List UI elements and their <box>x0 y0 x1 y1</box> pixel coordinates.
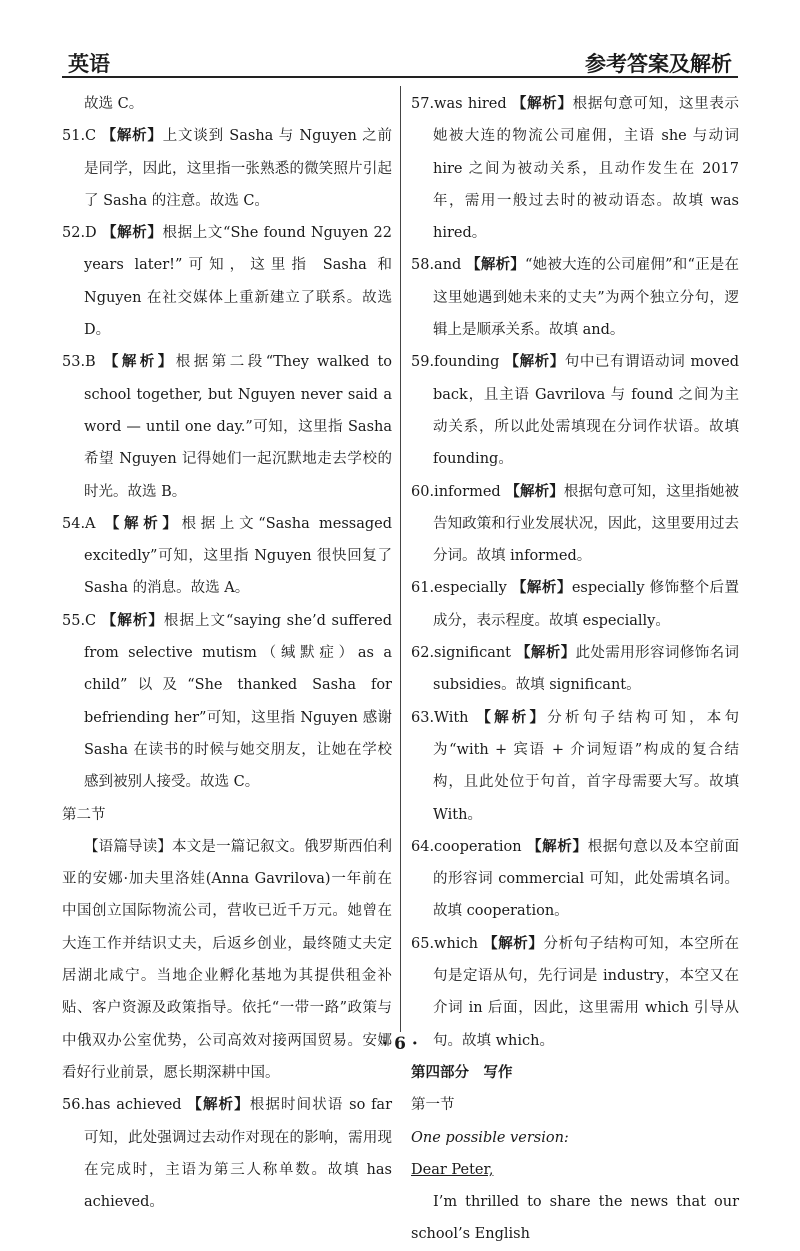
analysis-tag: 【解析】 <box>101 224 163 242</box>
answer-number: 62.significant <box>411 645 511 662</box>
section-title: 第二节 <box>62 806 106 823</box>
answer-item-63 <box>411 702 739 831</box>
answer-number: 55.C <box>62 612 97 629</box>
answer-number: 56.has achieved <box>62 1097 182 1114</box>
answer-text: especially 修饰整个后置成分，表示程度。故填 especially。 <box>433 580 740 629</box>
analysis-tag: 【解析】 <box>516 644 576 662</box>
answer-text: 根据句意可知，这里指她被告知政策和行业发展状况，因此，这里要用过去分词。故填 informed。 <box>433 483 740 565</box>
answer-text: 此处需用形容词修饰名词 subsidies。故填 significant。 <box>433 645 740 694</box>
answer-text: 根据时间状语 so far 可知，此处强调过去动作对现在的影响，需用现在完成时，主语为第三人称单数。故填 has achieved。 <box>84 1097 393 1211</box>
answer-item-57 <box>411 88 739 249</box>
answer-text: 根据上文“saying she’d suffered from selective mutism（缄默症）as a child”以及“She thanked Sasha for befriending her”可知，这里指 Nguyen 感谢 Sasha 在读书的时候与她交朋友，让她在学校感到被别人接受。故选 C。 <box>84 612 392 791</box>
answer-number: 63.With <box>411 709 469 726</box>
answer-item-52 <box>62 217 392 346</box>
answer-number: 64.cooperation <box>411 838 522 855</box>
analysis-tag: 【解析】 <box>511 579 572 597</box>
answer-number: 57.was hired <box>411 96 507 112</box>
answer-item-53 <box>62 346 392 507</box>
answer-number: 59.founding <box>411 354 500 371</box>
answer-item-51 <box>62 120 392 217</box>
answer-number: 54.A <box>62 515 96 532</box>
answer-number: 58.and <box>411 257 462 274</box>
answer-text: 句中已有谓语动词 moved back，且主语 Gavrilova 与 found 之间为主动关系，所以此处需填现在分词作状语。故填 founding。 <box>433 354 739 468</box>
analysis-tag: 【解析】 <box>483 934 544 952</box>
answer-number: 61.especially <box>411 580 507 597</box>
answer-number: 51.C <box>62 128 97 145</box>
answer-text: 根据上文“She found Nguyen 22 years later!”可知，这里指 Sasha 和 Nguyen 在社交媒体上重新建立了联系。故选 D。 <box>84 225 392 339</box>
answer-item-64 <box>411 831 739 928</box>
analysis-tag: 【解析】 <box>511 95 573 112</box>
answer-text: 分析句子结构可知，本空所在句是定语从句，先行词是 industry，本空又在介词 in 后面，因此，这里需用 which 引导从句。故填 which。 <box>433 935 740 1049</box>
part-title: 第四部分 写作 <box>411 1063 513 1081</box>
analysis-tag: 【解析】 <box>104 514 182 532</box>
column-divider <box>400 86 401 1032</box>
answer-item-61 <box>411 572 739 637</box>
answer-text: 分析句子结构可知，本句为“with + 宾语 + 介词短语”构成的复合结构，且此处位于句首，首字母需要大写。故填 With。 <box>433 709 740 823</box>
analysis-tag: 【解析】 <box>187 1096 250 1114</box>
answer-text: “她被大连的公司雇佣”和“正是在这里她遇到她未来的丈夫”为两个独立分句，逻辑上是顺承关系。故填 and。 <box>433 257 740 339</box>
version-label: One possible version: <box>411 1129 569 1146</box>
answer-number: 65.which <box>411 935 478 952</box>
answer-text: 根据句意以及本空前面的形容词 commercial 可知，此处需填名词。故填 cooperation。 <box>433 838 740 920</box>
intro-text: 故选 C。 <box>84 96 144 112</box>
passage-guide: 【语篇导读】本文是一篇记叙文。俄罗斯西伯利亚的安娜·加夫里洛娃(Anna Gavrilova)一年前在中国创立国际物流公司，营收已近千万元。她曾在大连工作并结识丈夫，后返乡创业，最终随丈夫定居湖北咸宁。当地企业孵化基地为其提供租金补贴、客户资源及政策指导。依托“一带一路”政策与中俄双办公室优势，公司高效对接两国贸易。安娜看好行业前景，愿长期深耕中国。 <box>62 838 392 1081</box>
answer-text: 根据第二段“They walked to school together, but Nguyen never said a word — until one day.”可知，这里指 Sasha 希望 Nguyen 记得她们一起沉默地走去学校的时光。故选 B。 <box>84 354 393 500</box>
section-title: 第一节 <box>411 1097 455 1114</box>
answer-number: 60.informed <box>411 483 501 500</box>
answer-number: 52.D <box>62 225 97 242</box>
analysis-tag: 【解析】 <box>526 837 588 855</box>
answer-item-54 <box>62 508 392 605</box>
analysis-tag: 【解析】 <box>101 611 164 629</box>
analysis-tag: 【解析】 <box>505 482 564 500</box>
page-number: · 6 · <box>382 1034 418 1054</box>
answer-text: 根据上文“Sasha messaged excitedly”可知，这里指 Nguyen 很快回复了 Sasha 的消息。故选 A。 <box>84 515 393 597</box>
analysis-tag: 【解析】 <box>504 353 565 371</box>
answer-item-62 <box>411 637 739 702</box>
answer-text: 根据句意可知，这里表示她被大连的物流公司雇佣，主语 she 与动词 hire 之间为被动关系，且动作发生在 2017 年，需用一般过去时的被动语态。故填 was hired。 <box>433 96 740 242</box>
letter-body-start: I’m thrilled to share the news that our school’s English <box>411 1194 739 1243</box>
analysis-tag: 【解析】 <box>103 353 176 371</box>
right-column <box>411 88 739 1251</box>
analysis-tag: 【解析】 <box>101 127 163 145</box>
answer-number: 53.B <box>62 354 96 371</box>
answer-item-55 <box>62 605 392 799</box>
analysis-tag: 【解析】 <box>476 708 548 726</box>
answer-item-56 <box>62 1089 392 1218</box>
answer-item-58 <box>411 249 739 346</box>
answer-item-59 <box>411 346 739 475</box>
analysis-tag: 【解析】 <box>466 256 526 274</box>
subject-label: 英语 <box>68 51 110 76</box>
answer-item-60 <box>411 476 739 573</box>
page-header <box>62 40 738 78</box>
answer-text: 上文谈到 Sasha 与 Nguyen 之前是同学，因此，这里指一张熟悉的微笑照片引起了 Sasha 的注意。故选 C。 <box>84 128 393 209</box>
section-label: 参考答案及解析 <box>585 51 732 76</box>
letter-salutation: Dear Peter, <box>411 1161 494 1178</box>
